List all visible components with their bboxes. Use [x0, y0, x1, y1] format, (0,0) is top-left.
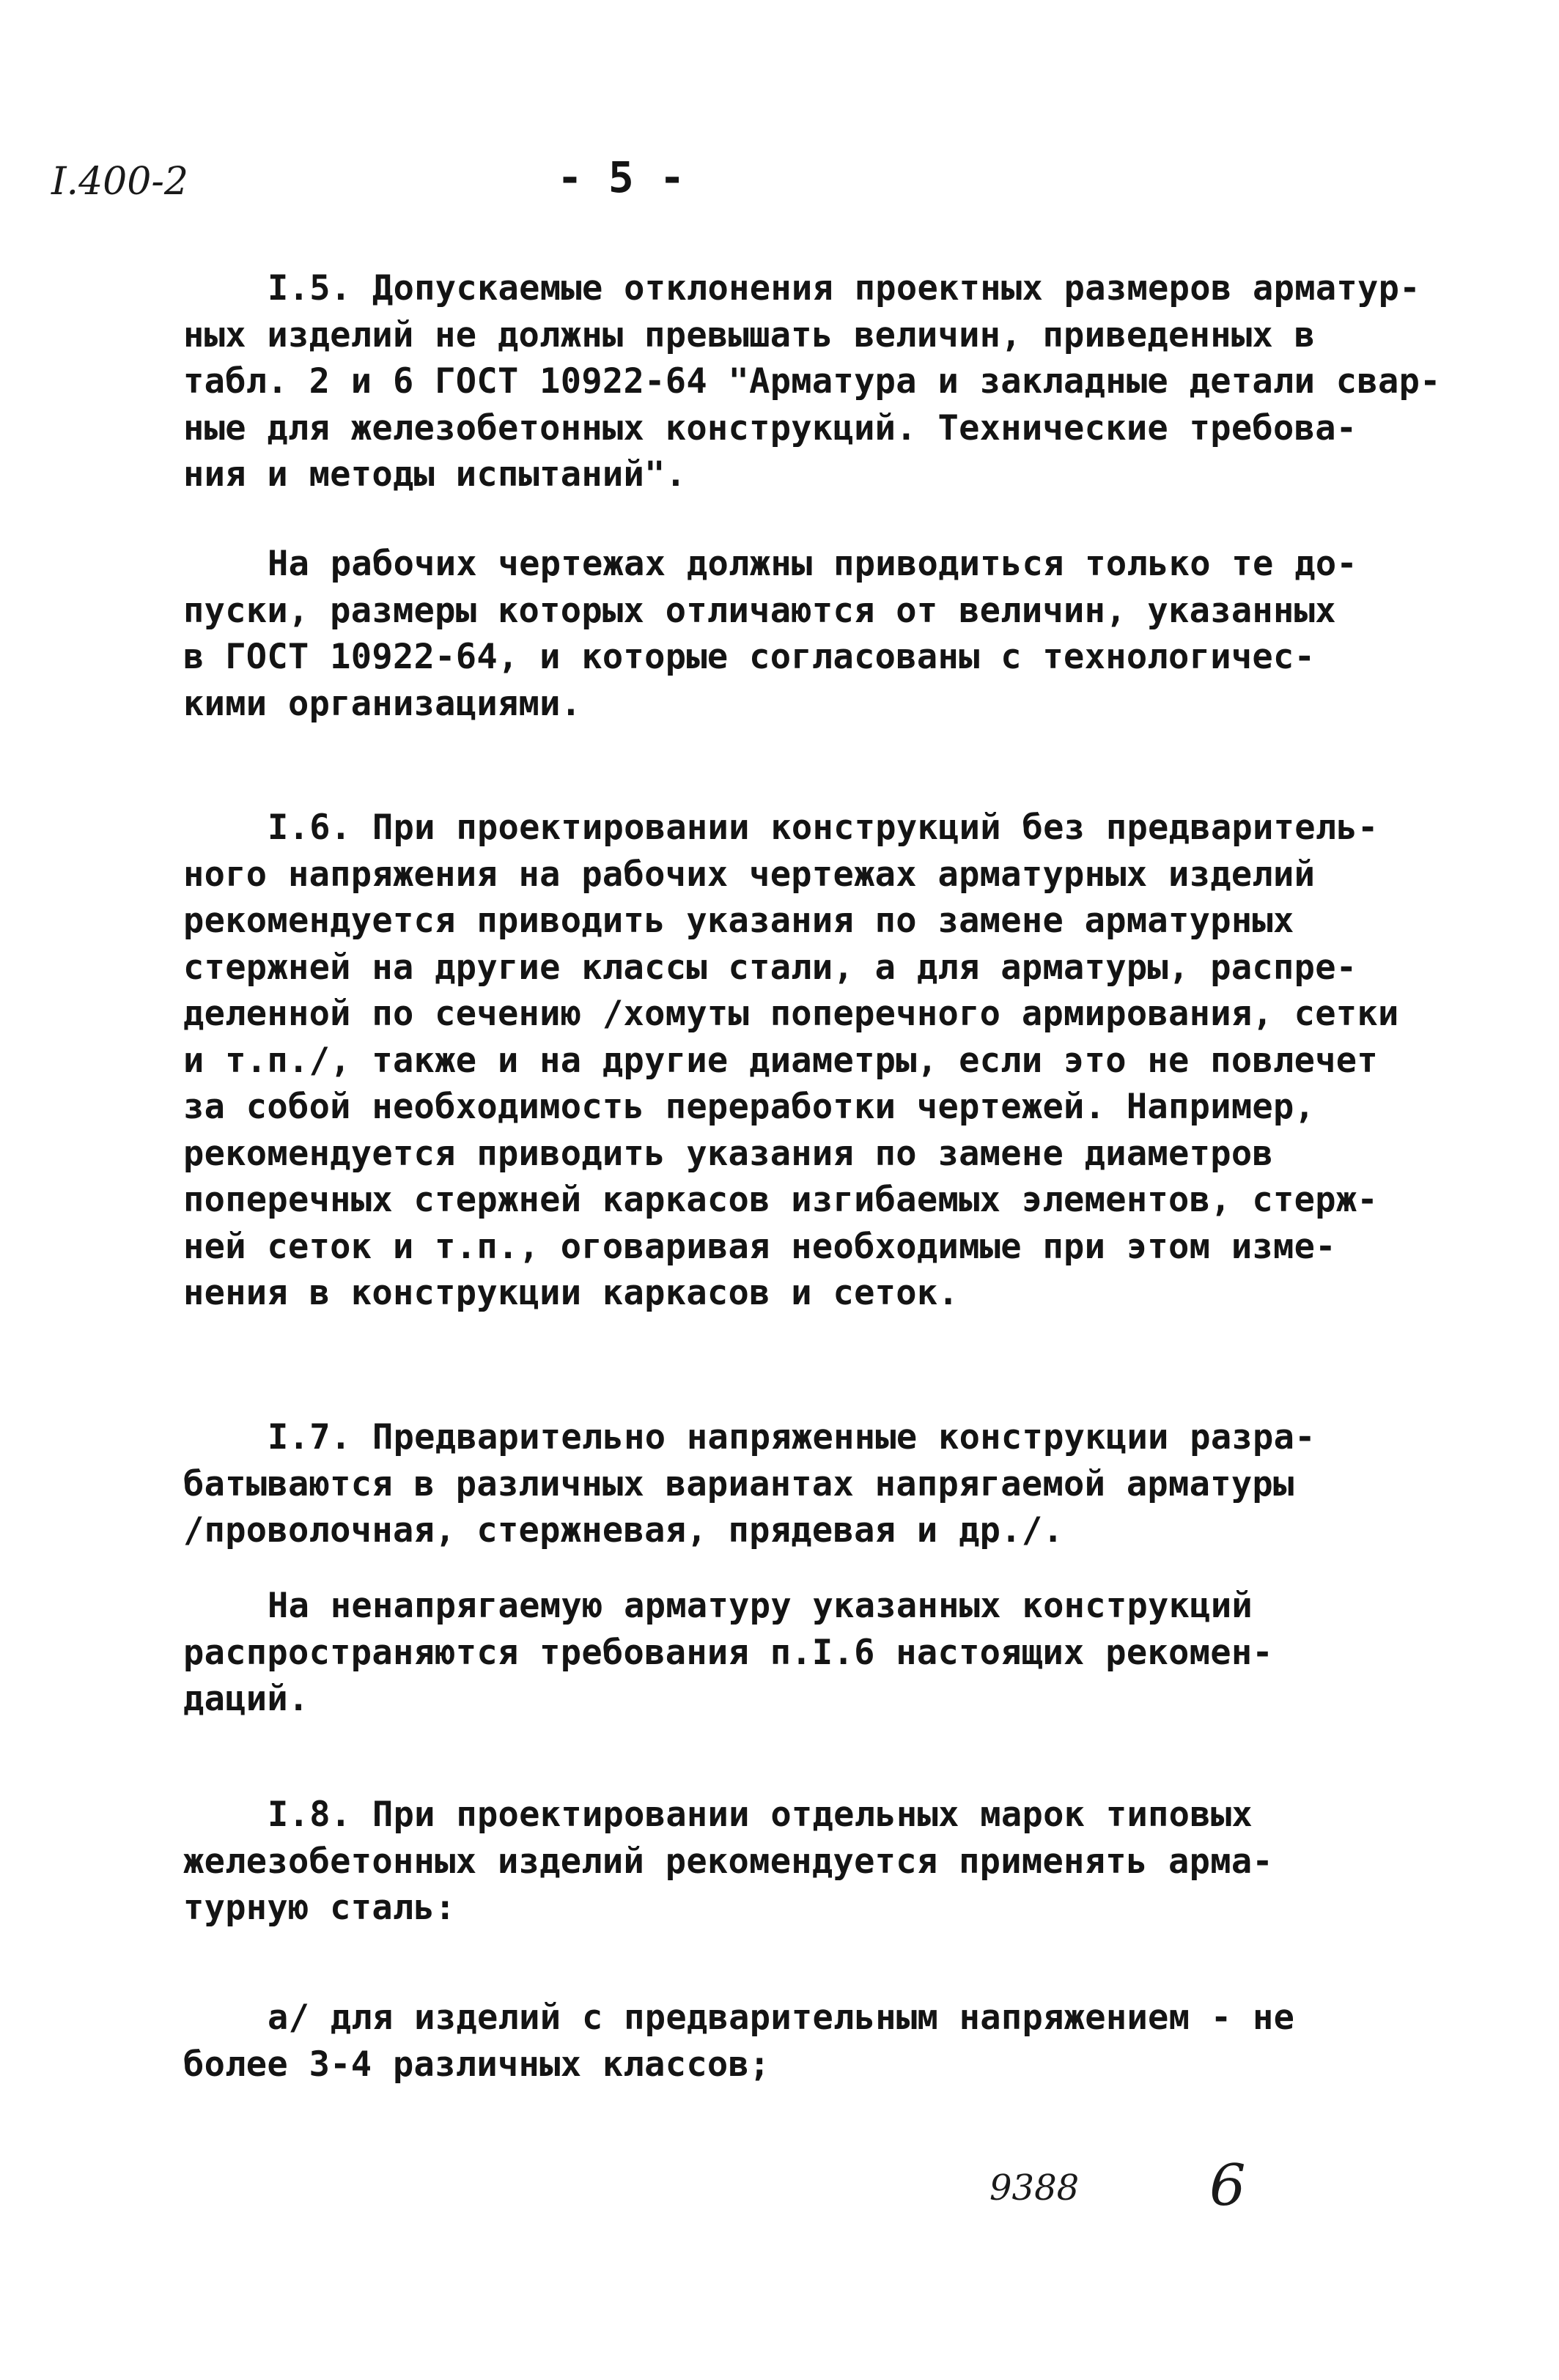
text-line: ния и методы испытаний". [183, 454, 687, 495]
text-line: I.7. Предварительно напряженные конструкции разра- [268, 1417, 1316, 1457]
page-number: - 5 - [557, 152, 685, 202]
text-line: рекомендуется приводить указания по замене арматурных [183, 901, 1294, 941]
text-line: распространяются требования п.I.6 настоящих рекомен- [183, 1632, 1274, 1673]
text-line: батываются в различных вариантах напрягаемой арматуры [183, 1463, 1294, 1504]
text-line: за собой необходимость переработки чертежей. Например, [183, 1087, 1316, 1127]
sheet-number: 6 [1209, 2153, 1246, 2219]
text-line: /проволочная, стержневая, прядевая и др./. [183, 1510, 1064, 1551]
paragraph-1-5 [183, 265, 1488, 498]
text-line: На ненапрягаемую арматуру указанных конструкций [268, 1586, 1253, 1626]
text-line: а/ для изделий с предварительным напряжением - не [268, 1998, 1295, 2038]
list-item-a [183, 1995, 1488, 2088]
text-line: табл. 2 и 6 ГОСТ 10922-64 "Арматура и закладные детали свар- [183, 361, 1441, 402]
text-line: I.8. При проектировании отдельных марок типовых [268, 1795, 1253, 1835]
text-line: турную сталь: [183, 1888, 456, 1928]
text-line: ных изделий не должны превышать величин, приведенных в [183, 314, 1316, 355]
text-line: в ГОСТ 10922-64, и которые согласованы с технологичес- [183, 637, 1316, 677]
text-line: и т.п./, также и на другие диаметры, если это не повлечет [183, 1040, 1378, 1081]
text-line: деленной по сечению /хомуты поперечного армирования, сетки [183, 994, 1399, 1034]
footer-code: 9388 [989, 2168, 1080, 2209]
paragraph-1-6 [183, 805, 1488, 1317]
text-line: ные для железобетонных конструкций. Технические требова- [183, 407, 1357, 448]
paragraph-1-7 [183, 1414, 1488, 1554]
paragraph-1-8 [183, 1792, 1488, 1932]
text-line: железобетонных изделий рекомендуется применять арма- [183, 1841, 1274, 1882]
text-line: На рабочих чертежах должны приводиться только те до- [268, 544, 1358, 584]
text-line: рекомендуется приводить указания по замене диаметров [183, 1133, 1274, 1174]
text-line: I.5. Допускаемые отклонения проектных размеров арматур- [268, 268, 1420, 308]
document-code: I.400-2 [51, 160, 188, 204]
text-line: стержней на другие классы стали, а для арматуры, распре- [183, 947, 1357, 988]
text-line: даций. [183, 1679, 309, 1719]
paragraph-non-prestressed [183, 1583, 1488, 1723]
text-line: поперечных стержней каркасов изгибаемых элементов, стерж- [183, 1180, 1378, 1220]
text-line: кими организациями. [183, 683, 582, 724]
text-line: нения в конструкции каркасов и сеток. [183, 1273, 959, 1313]
text-line: I.6. При проектировании конструкций без предваритель- [268, 808, 1379, 848]
text-line: ного напряжения на рабочих чертежах арматурных изделий [183, 854, 1316, 895]
text-line: более 3-4 различных классов; [183, 2044, 770, 2085]
text-line: ней сеток и т.п., оговаривая необходимые при этом изме- [183, 1226, 1336, 1267]
paragraph-tolerances [183, 541, 1488, 727]
text-line: пуски, размеры которых отличаются от величин, указанных [183, 590, 1336, 631]
